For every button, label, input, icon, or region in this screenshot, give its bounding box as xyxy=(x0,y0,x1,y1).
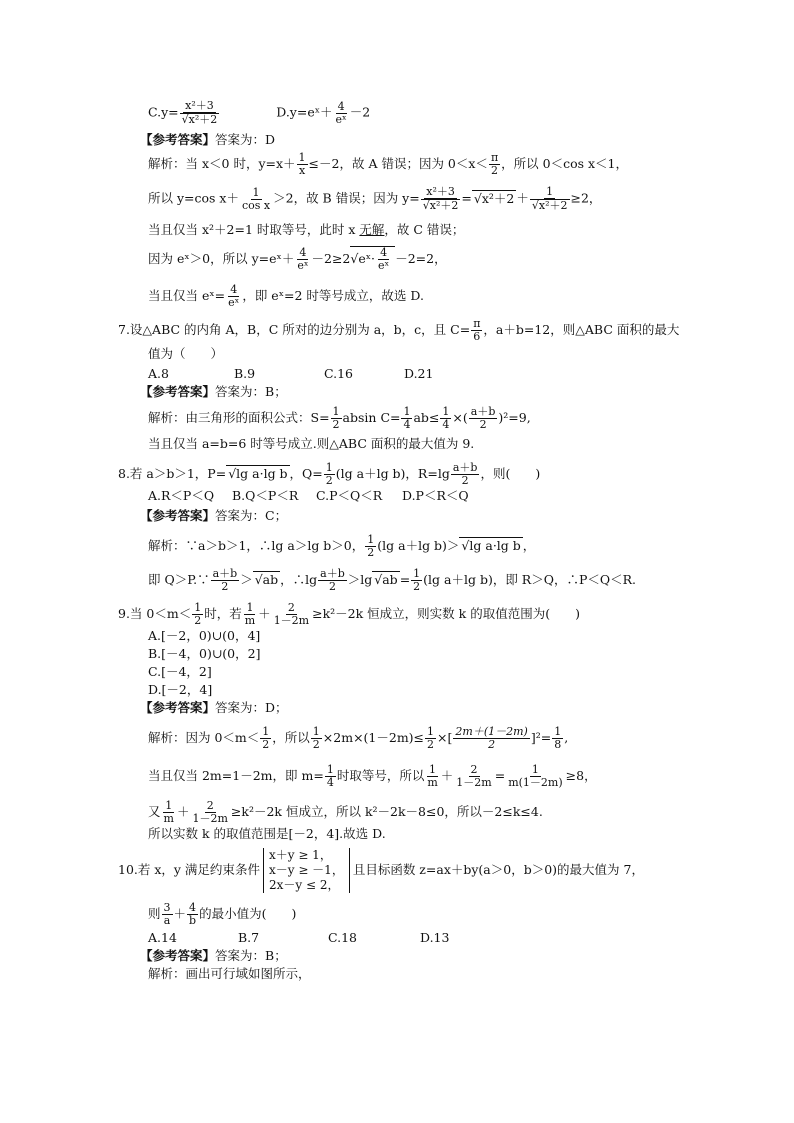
q7-stem: 7.设△ABC 的内角 A，B，C 所对的边分别为 a，b，c，且 C= $\frac{\pi}{6}$ ，a＋b=12，则△ABC 面积的最大 xyxy=(118,317,680,343)
q6-answer: 【参考答案】答案为：D xyxy=(140,132,276,147)
q10-answer: 【参考答案】答案为：B； xyxy=(140,948,287,963)
q9-stem: 9.当 0＜m＜ $\frac{1}{2}$ 时，若 $\frac{1}{m}$ ＋ $\frac{2}{1-2m}$ ≥k²－2k 恒成立，则实数 k 的取值范围为( ) xyxy=(118,601,580,627)
q10-stem-2: 则 $\frac{3}{a}$ ＋ $\frac{4}{b}$ 的最小值为( ) xyxy=(148,901,297,927)
q8-explain-1: 解析：∵a＞b＞1，∴lg a＞lg b＞0， $\frac{1}{2}$ (lg a＋lg b)＞√ lg a·lg b ， xyxy=(148,534,535,559)
q6-explain-4: 因为 eˣ＞0，所以 y=eˣ＋ $\frac{4}{\text{eˣ}}$ －2≥2√eˣ· $\frac{4}{\text{eˣ}}$ －2=2， xyxy=(148,246,447,272)
q6-optC-frac: x²＋3 √ x²＋2 xyxy=(180,100,220,126)
q8-answer: 【参考答案】答案为：C； xyxy=(140,508,288,523)
q7-explain-1: 解析：由三角形的面积公式：S= $\frac{1}{2}$ absin C= $\frac{1}{4}$ ab≤ $\frac{1}{4}$ ×( $\frac{a+b}{2}$ )²=9, xyxy=(148,405,531,431)
q9-explain-4: 所以实数 k 的取值范围是[－2，4].故选 D. xyxy=(148,826,386,841)
q10-options: A.14 B.7 C.18 D.13 xyxy=(148,930,450,945)
q7-options: A.8 B.9 C.16 D.21 xyxy=(148,366,434,381)
q9-option-a: A.[－2，0)∪(0，4] xyxy=(148,628,261,643)
q7-stem-2: 值为（ ） xyxy=(148,346,224,361)
q9-explain-2: 当且仅当 2m=1－2m，即 m= $\frac{1}{4}$ 时取等号，所以 $\frac{1}{m}$ ＋ $\frac{2}{1-2m}$ = $\frac{1}{m(1-2m)}$ ≥8， xyxy=(148,763,597,789)
q9-option-b: B.[－4，0)∪(0，2] xyxy=(148,646,261,661)
q9-explain-1: 解析：因为 0＜m＜ $\frac{1}{2}$ ，所以 $\frac{1}{2}$ ×2m×(1－2m)≤ $\frac{1}{2}$ ×[ $\frac{2m+(1-2m)}{2}$ ]²= $\frac{1}{8}$ , xyxy=(148,725,569,751)
q7-answer: 【参考答案】答案为：B； xyxy=(140,384,287,399)
q8-explain-2: 即 Q＞P.∵ $\frac{a+b}{2}$ ＞√ ab ，∴lg $\frac{a+b}{2}$ ＞lg√ ab = $\frac{1}{2}$ (lg a＋lg b)，即 R＞Q，∴P＜Q＜R. xyxy=(148,568,636,593)
q9-answer: 【参考答案】答案为：D； xyxy=(140,700,288,715)
q9-option-d: D.[－2，4] xyxy=(148,682,213,697)
q6-explain-3: 当且仅当 x²＋2=1 时取等号，此时 x 无解，故 C 错误； xyxy=(148,222,465,237)
q6-explain-5: 当且仅当 eˣ= $\frac{4}{\text{eˣ}}$ ，即 eˣ=2 时等号成立，故选 D. xyxy=(148,283,424,309)
q9-option-c: C.[－4，2] xyxy=(148,664,212,679)
q10-explain-1: 解析：画出可行域如图所示， xyxy=(148,966,311,981)
q6-explain-2: 所以 y=cos x＋ $\frac{1}{\text{cos x}}$ ＞2，故 B 错误；因为 y= x²＋3 √ x²＋2 =√ x²＋2 ＋ 1 √ x²＋2 ≥2， xyxy=(148,186,601,212)
q6-options: C.y= x²＋3 √ x²＋2 D.y=eˣ＋ $\frac{4}{\text{eˣ}}$ －2 xyxy=(148,100,370,126)
q6-explain-1: 解析：当 x＜0 时，y=x＋ $\frac{1}{x}$ ≤－2，故 A 错误；因为 0＜x＜ $\frac{\pi}{2}$ ，所以 0＜cos x＜1， xyxy=(148,151,629,177)
q7-explain-2: 当且仅当 a=b=6 时等号成立.则△ABC 面积的最大值为 9. xyxy=(148,436,475,451)
q10-constraint-system: x＋y ≥ 1， x－y ≥ －1， 2x－y ≤ 2， xyxy=(263,848,350,893)
q9-explain-3: 又 $\frac{1}{m}$ ＋ $\frac{2}{1-2m}$ ≥k²－2k 恒成立，所以 k²－2k－8≤0，所以－2≤k≤4. xyxy=(148,799,543,825)
q10-stem: 10.若 x，y 满足约束条件 x＋y ≥ 1， x－y ≥ －1， 2x－y ≤ 2， 且目标函数 z=ax＋by(a＞0，b＞0)的最大值为 7， xyxy=(118,848,644,892)
q8-options: A.R＜P＜Q B.Q＜P＜R C.P＜Q＜R D.P＜R＜Q xyxy=(148,488,469,503)
q8-stem: 8.若 a＞b＞1，P=√ lg a·lg b ，Q= $\frac{1}{2}$ (lg a＋lg b)，R=lg $\frac{a+b}{2}$ ，则( ) xyxy=(118,462,540,487)
